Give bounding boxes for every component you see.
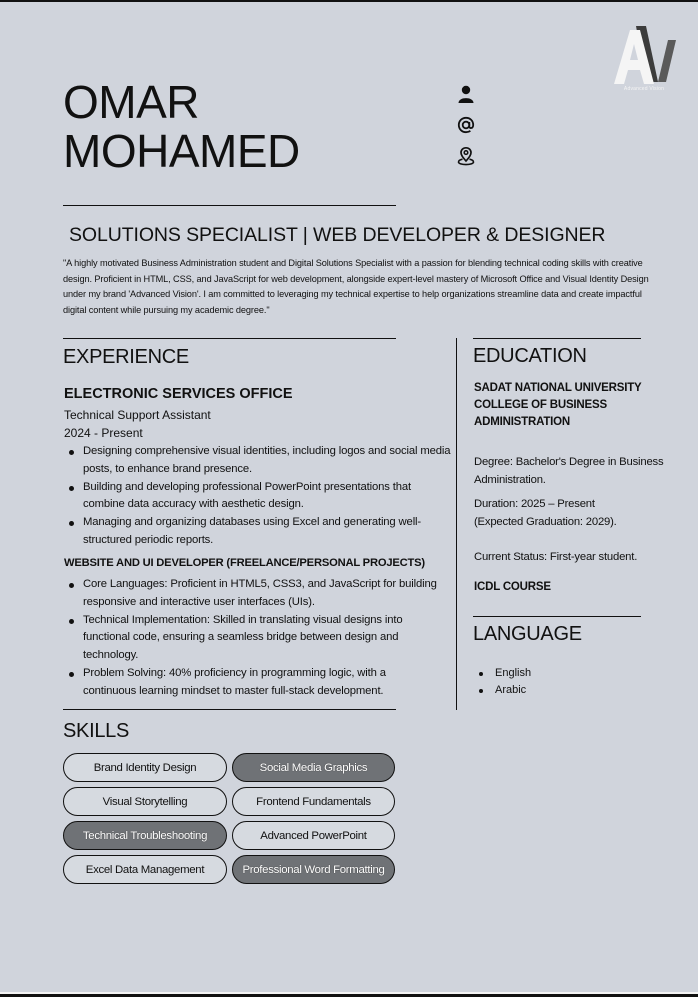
language-divider-top (473, 616, 641, 617)
top-edge (0, 0, 698, 2)
list-item: Technical Implementation: Skilled in translating visual designs into functional code, ensuring a seamless bridge between design and technology. (64, 612, 439, 665)
skills-grid (63, 753, 397, 884)
duration: Duration: 2025 – Present (474, 498, 595, 510)
first-name: OMAR (63, 76, 199, 128)
list-item: Core Languages: Proficient in HTML5, CSS3, and JavaScript for building responsive and interactive user interfaces (UIs). (64, 576, 439, 612)
skill-pill: Professional Word Formatting (232, 855, 395, 884)
skill-pill: Social Media Graphics (232, 753, 395, 782)
education-divider-top (473, 338, 641, 339)
experience-divider-top (63, 338, 396, 339)
job-bullets (64, 443, 454, 550)
logo-caption: Advanced Vision (623, 86, 665, 92)
job-bullets (64, 576, 439, 701)
experience-heading: EXPERIENCE (63, 346, 189, 368)
course: ICDL COURSE (474, 581, 551, 593)
job-period: 2024 - Present (64, 426, 143, 440)
contact-icons (456, 84, 476, 177)
language-item: English (476, 665, 531, 682)
language-heading: LANGUAGE (473, 623, 582, 645)
last-name: MOHAMED (63, 125, 300, 177)
skill-pill: Advanced PowerPoint (232, 821, 395, 850)
skill-pill: Brand Identity Design (63, 753, 227, 782)
list-item: Managing and organizing databases using Excel and generating well-structured periodic reports. (64, 514, 454, 550)
skill-pill: Excel Data Management (63, 855, 227, 884)
skill-pill: Visual Storytelling (63, 787, 227, 816)
skill-pill: Technical Troubleshooting (63, 821, 227, 850)
degree: Degree: Bachelor's Degree in Business Administration. (474, 456, 664, 486)
job-title: SOLUTIONS SPECIALIST | WEB DEVELOPER & DESIGNER (69, 224, 606, 246)
person-icon[interactable] (456, 84, 476, 104)
location-pin-icon[interactable] (456, 146, 476, 166)
expected-graduation: (Expected Graduation: 2029). (474, 516, 617, 528)
list-item: Problem Solving: 40% proficiency in programming logic, with a continuous learning mindset to master full-stack development. (64, 665, 439, 701)
education-heading: EDUCATION (473, 345, 587, 367)
list-item: Building and developing professional PowerPoint presentations that combine data accuracy with aesthetic design. (64, 479, 454, 515)
language-list (476, 665, 531, 699)
job-role: Technical Support Assistant (64, 408, 211, 422)
profile-summary: "A highly motivated Business Administration student and Digital Solutions Specialist with a passion for blending technical coding skills with creative design. Proficient in HTML, CSS, and JavaScript for web development, alongside expert-level mastery of Microsoft Office and Visual Identity Design under my brand 'Advanced Vision'. I am committed to leveraging my technical expertise to help organizations streamline data and create impactful digital content while pursuing my academic degree." (63, 258, 649, 315)
skill-pill: Frontend Fundamentals (232, 787, 395, 816)
column-divider (456, 338, 457, 710)
list-item: Designing comprehensive visual identities, including logos and social media posts, to enhance brand presence. (64, 443, 454, 479)
institution: SADAT NATIONAL UNIVERSITY COLLEGE OF BUSINESS ADMINISTRATION (474, 382, 642, 428)
experience-divider-bottom (63, 709, 396, 710)
at-icon[interactable] (456, 115, 476, 135)
current-status: Current Status: First-year student. (474, 551, 638, 563)
job-org: ELECTRONIC SERVICES OFFICE (64, 386, 293, 402)
full-name (63, 78, 300, 176)
skills-heading: SKILLS (63, 720, 130, 742)
language-item: Arabic (476, 682, 531, 699)
job-org: WEBSITE AND UI DEVELOPER (FREELANCE/PERSONAL PROJECTS) (64, 557, 425, 569)
header-divider (63, 205, 396, 206)
